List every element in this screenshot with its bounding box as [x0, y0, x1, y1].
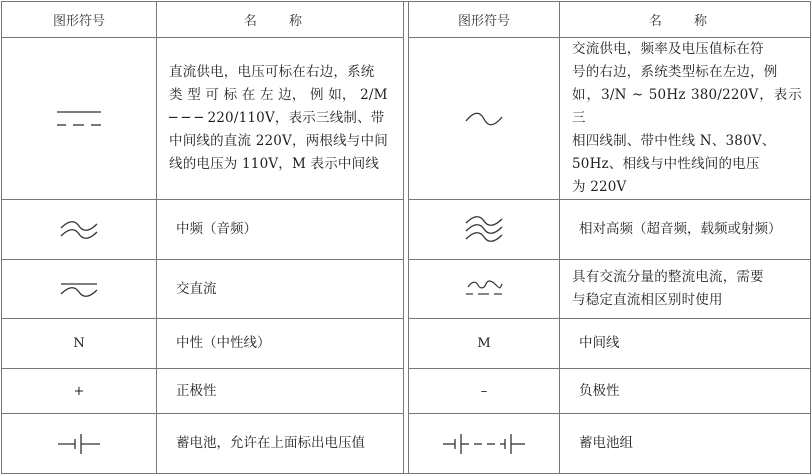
ac-supply-description — [560, 38, 811, 200]
desc-line: 号的右边，系统类型标在左边，例 — [572, 64, 778, 80]
midline-symbol: M — [409, 319, 560, 369]
rectified-current-icon — [462, 279, 506, 299]
ac-supply-icon — [462, 110, 506, 128]
desc-line: 相四线制、带中性线 N、380V、 — [572, 133, 776, 149]
positive-polarity-description: 正极性 — [157, 369, 404, 414]
battery-description: 蓄电池，允许在上面标出电压值 — [157, 414, 404, 474]
header-left-name — [157, 2, 404, 38]
ac-dc-description: 交直流 — [157, 260, 404, 319]
desc-line: 中间线的直流 220V，两根线与中间 — [169, 133, 388, 149]
negative-polarity-description: 负极性 — [560, 369, 811, 414]
high-frequency-symbol-cell — [409, 200, 560, 260]
medium-frequency-icon — [57, 219, 101, 241]
neutral-description: 中性（中性线） — [157, 319, 404, 369]
high-frequency-description: 相对高频（超音频，载频或射频） — [560, 200, 811, 260]
desc-line: 交流供电，频率及电压值标在符 — [572, 41, 764, 57]
desc-line: 50Hz、相线与中性线间的电压 — [572, 156, 760, 172]
dc-supply-symbol-cell — [2, 38, 157, 200]
table-header-row — [2, 2, 811, 38]
desc-line: 如，3/N ~ 50Hz 380/220V，表示三 — [572, 87, 802, 126]
medium-frequency-symbol-cell — [2, 200, 157, 260]
header-left-name-text: 名 称 — [243, 14, 317, 29]
negative-polarity-symbol: – — [409, 369, 560, 414]
battery-icon — [56, 433, 102, 455]
header-right-name — [560, 2, 811, 38]
midline-description: 中间线 — [560, 319, 811, 369]
battery-pack-icon — [441, 433, 527, 455]
medium-frequency-description: 中频（音频） — [157, 200, 404, 260]
dc-supply-description — [157, 38, 404, 200]
electrical-symbol-table — [1, 1, 811, 474]
battery-pack-symbol-cell — [409, 414, 560, 474]
header-right-symbol: 图形符号 — [409, 2, 560, 38]
header-left-symbol: 图形符号 — [2, 2, 157, 38]
ac-dc-symbol-cell — [2, 260, 157, 319]
header-right-name-text: 名 称 — [648, 14, 722, 29]
ac-supply-symbol-cell — [409, 38, 560, 200]
positive-polarity-symbol: + — [2, 369, 157, 414]
high-frequency-icon — [462, 215, 506, 245]
battery-symbol-cell — [2, 414, 157, 474]
desc-line: 线的电压为 110V，M 表示中间线 — [169, 156, 380, 172]
battery-pack-description: 蓄电池组 — [560, 414, 811, 474]
desc-line: ─ ─ ─ 220/110V，表示三线制、带 — [169, 110, 385, 126]
desc-line: 直流供电，电压可标在右边，系统 — [169, 64, 375, 80]
desc-line: 为 220V — [572, 179, 627, 195]
neutral-symbol: N — [2, 319, 157, 369]
rectified-current-symbol-cell — [409, 260, 560, 319]
rectified-current-description — [560, 260, 811, 319]
dc-supply-icon — [54, 108, 104, 130]
desc-line: 具有交流分量的整流电流，需要 — [572, 269, 764, 285]
ac-dc-icon — [57, 279, 101, 299]
desc-line: 类 型 可 标 在 左 边， 例 如， 2/M — [169, 87, 388, 103]
desc-line: 与稳定直流相区别时使用 — [572, 292, 723, 308]
